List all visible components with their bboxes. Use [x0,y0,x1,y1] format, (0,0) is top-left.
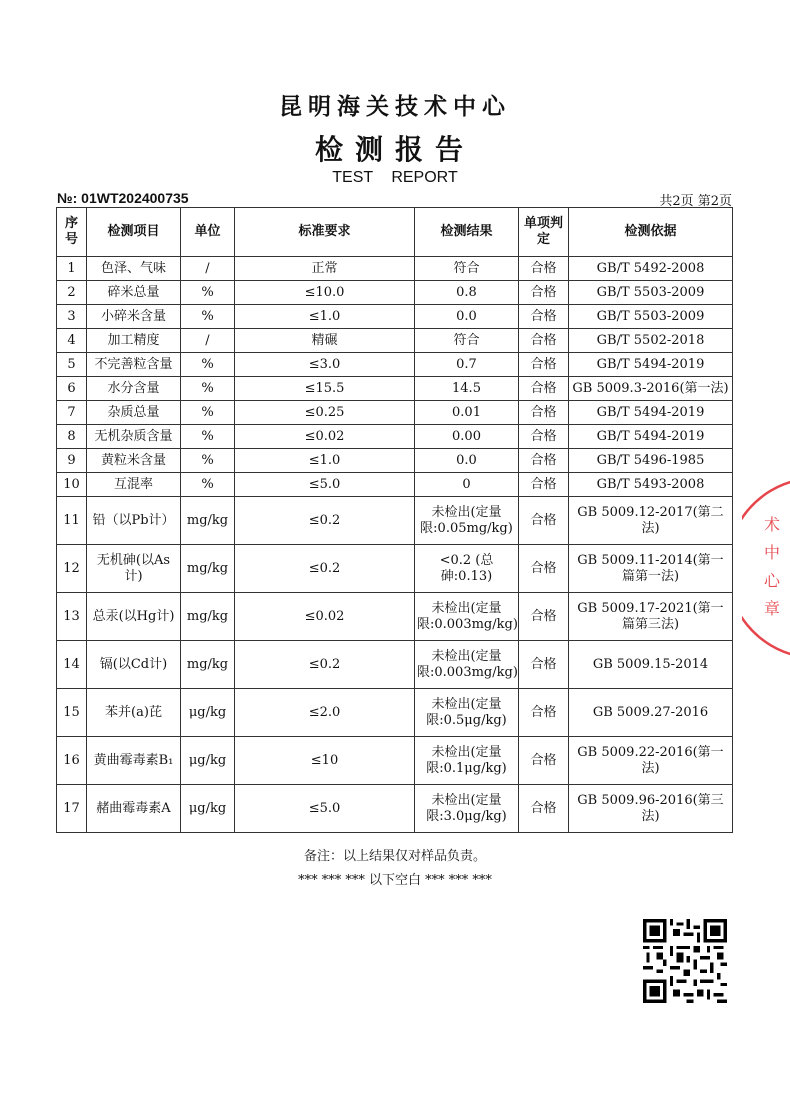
cell-no: 8 [57,425,87,449]
cell-standard: GB 5009.96-2016(第三法) [569,785,733,833]
cell-no: 7 [57,401,87,425]
cell-judgement: 合格 [519,353,569,377]
cell-result: 0 [415,473,519,497]
table-row [57,257,733,281]
table-row [57,641,733,689]
cell-judgement: 合格 [519,305,569,329]
cell-result: 0.8 [415,281,519,305]
cell-standard: GB 5009.3-2016(第一法) [569,377,733,401]
cell-requirement: ≤1.0 [235,449,415,473]
cell-unit: / [181,329,235,353]
cell-no: 1 [57,257,87,281]
cell-standard: GB 5009.17-2021(第一篇第三法) [569,593,733,641]
table-row [57,425,733,449]
cell-standard: GB/T 5494-2019 [569,425,733,449]
cell-unit: % [181,305,235,329]
cell-judgement: 合格 [519,377,569,401]
cell-result: 0.7 [415,353,519,377]
table-row [57,401,733,425]
cell-no: 12 [57,545,87,593]
cell-judgement: 合格 [519,329,569,353]
cell-result: 0.01 [415,401,519,425]
cell-standard: GB/T 5496-1985 [569,449,733,473]
cell-unit: % [181,353,235,377]
cell-judgement: 合格 [519,737,569,785]
cell-result: <0.2 (总砷:0.13) [415,545,519,593]
cell-item: 小碎米含量 [87,305,181,329]
cell-item: 加工精度 [87,329,181,353]
cell-requirement: ≤0.02 [235,425,415,449]
cell-unit: % [181,425,235,449]
cell-unit: mg/kg [181,593,235,641]
header-no: 序号 [57,208,87,257]
cell-standard: GB 5009.27-2016 [569,689,733,737]
cell-requirement: ≤0.25 [235,401,415,425]
cell-requirement: ≤0.2 [235,545,415,593]
cell-judgement: 合格 [519,785,569,833]
cell-requirement: ≤10.0 [235,281,415,305]
cell-result: 符合 [415,329,519,353]
cell-standard: GB 5009.22-2016(第一法) [569,737,733,785]
cell-requirement: ≤5.0 [235,473,415,497]
cell-no: 10 [57,473,87,497]
table-row [57,737,733,785]
cell-no: 6 [57,377,87,401]
cell-requirement: ≤0.02 [235,593,415,641]
header-standard: 检测依据 [569,208,733,257]
cell-no: 9 [57,449,87,473]
cell-unit: μg/kg [181,737,235,785]
cell-judgement: 合格 [519,473,569,497]
report-number: №: 01WT202400735 [57,190,189,206]
cell-result: 0.0 [415,449,519,473]
cell-judgement: 合格 [519,545,569,593]
table-row [57,473,733,497]
cell-requirement: 正常 [235,257,415,281]
cell-unit: mg/kg [181,641,235,689]
cell-result: 0.00 [415,425,519,449]
table-row [57,305,733,329]
cell-result: 未检出(定量限:0.5μg/kg) [415,689,519,737]
cell-result: 未检出(定量限:0.1μg/kg) [415,737,519,785]
cell-no: 14 [57,641,87,689]
cell-requirement: ≤2.0 [235,689,415,737]
end-marker: *** *** *** 以下空白 *** *** *** [298,873,492,888]
table-row [57,689,733,737]
report-subtitle: TEST REPORT [332,169,458,186]
cell-item: 赭曲霉毒素A [87,785,181,833]
cell-item: 黄粒米含量 [87,449,181,473]
cell-standard: GB 5009.11-2014(第一篇第一法) [569,545,733,593]
cell-unit: / [181,257,235,281]
cell-unit: μg/kg [181,689,235,737]
cell-item: 不完善粒含量 [87,353,181,377]
cell-standard: GB/T 5494-2019 [569,353,733,377]
cell-result: 未检出(定量限:0.003mg/kg) [415,641,519,689]
table-header-row [57,208,733,257]
cell-standard: GB/T 5502-2018 [569,329,733,353]
cell-standard: GB 5009.12-2017(第二法) [569,497,733,545]
official-seal-stamp [742,478,790,658]
cell-item: 杂质总量 [87,401,181,425]
table-row [57,785,733,833]
table-row [57,281,733,305]
header-judgement: 单项判定 [519,208,569,257]
cell-item: 镉(以Cd计) [87,641,181,689]
cell-item: 碎米总量 [87,281,181,305]
svg-text:术: 术 [764,515,781,534]
cell-unit: % [181,473,235,497]
cell-no: 15 [57,689,87,737]
cell-judgement: 合格 [519,641,569,689]
cell-item: 总汞(以Hg计) [87,593,181,641]
table-row [57,593,733,641]
cell-judgement: 合格 [519,281,569,305]
header-item: 检测项目 [87,208,181,257]
cell-result: 0.0 [415,305,519,329]
table-row [57,449,733,473]
results-table [56,207,733,833]
cell-result: 未检出(定量限:0.003mg/kg) [415,593,519,641]
cell-no: 3 [57,305,87,329]
cell-item: 苯并(a)芘 [87,689,181,737]
cell-standard: GB 5009.15-2014 [569,641,733,689]
cell-standard: GB/T 5503-2009 [569,305,733,329]
cell-judgement: 合格 [519,689,569,737]
cell-requirement: ≤0.2 [235,497,415,545]
cell-requirement: ≤15.5 [235,377,415,401]
svg-text:章: 章 [764,599,781,618]
cell-requirement: 精碾 [235,329,415,353]
cell-unit: μg/kg [181,785,235,833]
cell-judgement: 合格 [519,449,569,473]
svg-text:心: 心 [764,571,781,590]
cell-unit: mg/kg [181,545,235,593]
cell-requirement: ≤3.0 [235,353,415,377]
cell-unit: mg/kg [181,497,235,545]
table-row [57,377,733,401]
cell-item: 铅（以Pb计） [87,497,181,545]
cell-result: 未检出(定量限:3.0μg/kg) [415,785,519,833]
cell-no: 11 [57,497,87,545]
cell-item: 无机砷(以As计) [87,545,181,593]
cell-result: 14.5 [415,377,519,401]
cell-result: 未检出(定量限:0.05mg/kg) [415,497,519,545]
cell-result: 符合 [415,257,519,281]
qr-code-icon [643,919,727,1003]
header-result: 检测结果 [415,208,519,257]
cell-item: 无机杂质含量 [87,425,181,449]
header-unit: 单位 [181,208,235,257]
cell-item: 黄曲霉毒素B₁ [87,737,181,785]
cell-no: 2 [57,281,87,305]
cell-standard: GB/T 5503-2009 [569,281,733,305]
svg-text:中: 中 [764,543,781,562]
cell-requirement: ≤5.0 [235,785,415,833]
cell-judgement: 合格 [519,425,569,449]
cell-judgement: 合格 [519,497,569,545]
cell-standard: GB/T 5493-2008 [569,473,733,497]
cell-unit: % [181,449,235,473]
cell-judgement: 合格 [519,257,569,281]
table-row [57,353,733,377]
cell-no: 17 [57,785,87,833]
table-row [57,497,733,545]
cell-item: 互混率 [87,473,181,497]
cell-item: 水分含量 [87,377,181,401]
cell-item: 色泽、气味 [87,257,181,281]
cell-judgement: 合格 [519,593,569,641]
cell-standard: GB/T 5492-2008 [569,257,733,281]
cell-unit: % [181,281,235,305]
header-requirement: 标准要求 [235,208,415,257]
cell-standard: GB/T 5494-2019 [569,401,733,425]
page-info: 共2页 第2页 [659,194,732,209]
cell-no: 5 [57,353,87,377]
report-title: 检测报告 [314,133,475,166]
cell-unit: % [181,377,235,401]
cell-no: 13 [57,593,87,641]
cell-no: 4 [57,329,87,353]
organization-title: 昆明海关技术中心 [279,93,511,120]
table-row [57,329,733,353]
remark: 备注：以上结果仅对样品负责。 [303,849,486,864]
cell-requirement: ≤10 [235,737,415,785]
cell-unit: % [181,401,235,425]
cell-requirement: ≤1.0 [235,305,415,329]
cell-no: 16 [57,737,87,785]
table-row [57,545,733,593]
cell-judgement: 合格 [519,401,569,425]
cell-requirement: ≤0.2 [235,641,415,689]
